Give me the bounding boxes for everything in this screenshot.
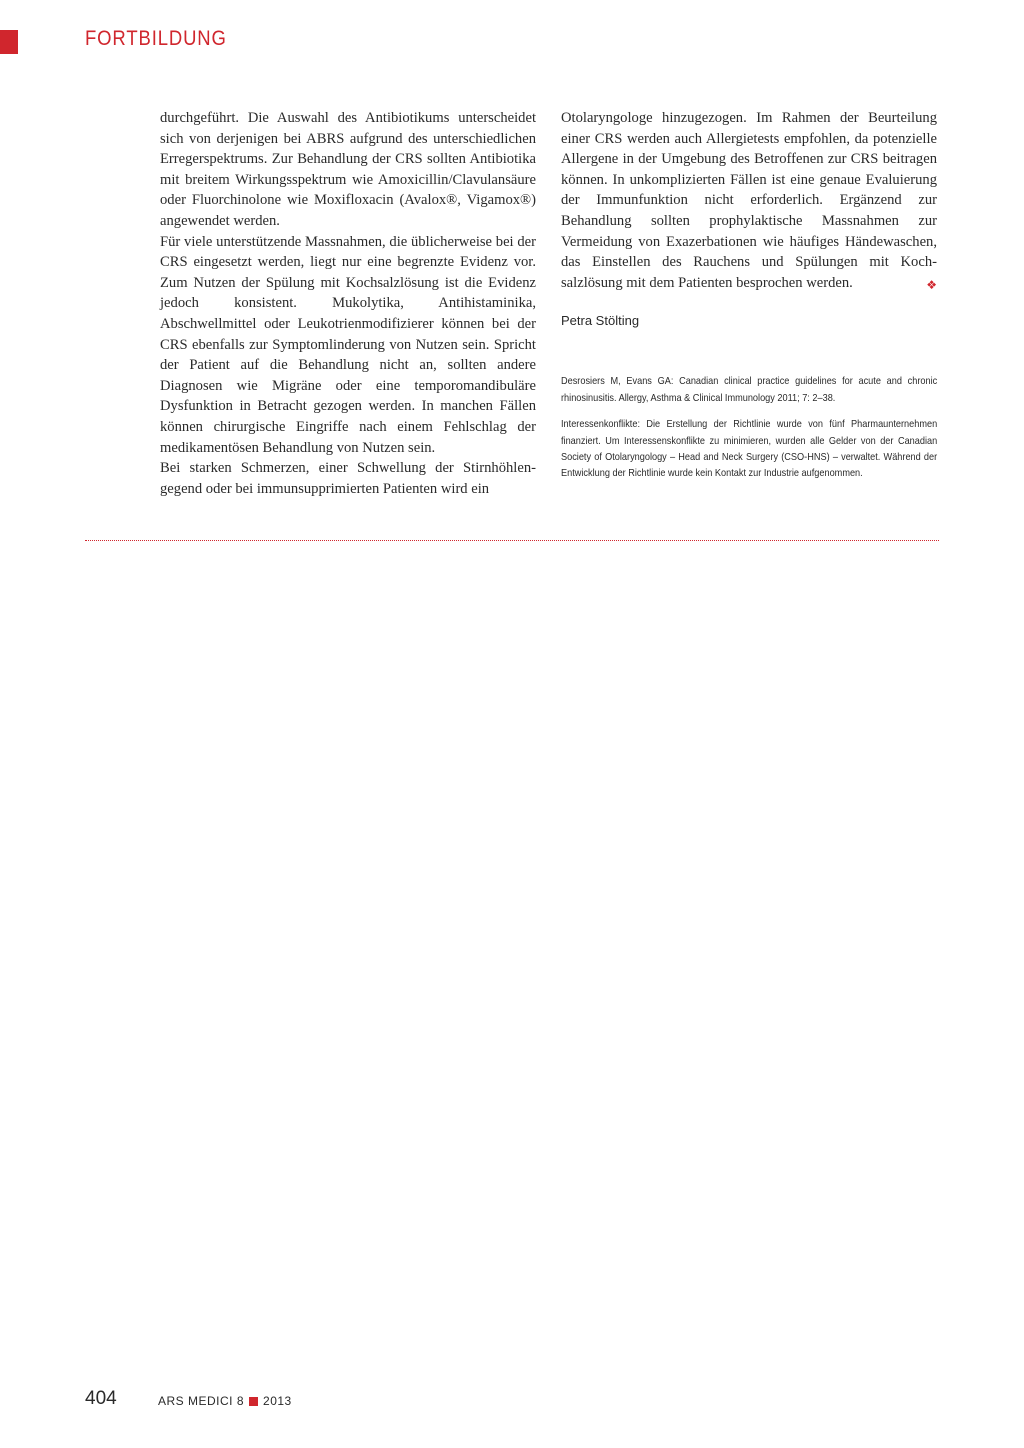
page-number: 404 (85, 1388, 117, 1409)
right-column (561, 108, 937, 483)
author-name: Petra Stölting (561, 313, 640, 329)
body-paragraph: Bei starken Schmerzen, einer Schwellung der Stirnhöhlengegend oder bei immunsupprimierten Patienten wird ein (160, 460, 536, 497)
section-title: FORTBILDUNG (85, 27, 227, 50)
end-of-article-icon: ❖ (926, 277, 937, 292)
body-paragraph: durchgeführt. Die Auswahl des Antibiotikums unterscheidet sich von derjenigen bei ABRS aufgrund des unterschiedlichen Erregerspektrums. Zur Behandlung der CRS sollten Antibiotika mit breitem Wirkungsspektrum wie Amoxicillin/​Clavulansäure oder Fluorchinolone wie Moxifloxacin (Avalox®, Vigamox®) angewendet werden. (160, 110, 536, 229)
journal-footer (158, 1394, 292, 1408)
body-paragraph: Für viele unterstützende Massnahmen, die üblicherweise bei der CRS eingesetzt werden, liegt nur eine begrenzte Evidenz vor. Zum Nutzen der Spülung mit Kochsalzlösung ist die Evidenz jedoch konsistent. Mukolytika, Antihistaminika, Abschwellmittel oder Leukotrienmodifizierer können bei der CRS ebenfalls zur Symptomlinderung von Nutzen sein. Spricht der Patient auf die Behandlung nicht an, sollten andere Diagnosen wie Migräne oder eine temporomandibuläre Dysfunktion in Betracht gezogen werden. In manchen Fällen können chirurgische Eingriffe nach einem Fehlschlag der medikamentösen Behandlung von Nutzen sein. (160, 233, 536, 456)
journal-year: 2013 (263, 1394, 292, 1408)
footer-square-icon (249, 1397, 258, 1406)
conflicts-of-interest: Interessenkonflikte: Die Erstellung der Richtlinie wurde von fünf Pharmaunternehmen finanziert. Um Interessenskonflikte zu minimieren, wurden alle Gelder von der Canadian Society of Otolaryngology – Head and Neck Surgery (CSO-HNS) – verwaltet. Während der Entwicklung der Richtlinie wurde kein Kontakt zur Industrie aufgenommen. (561, 419, 938, 480)
dotted-divider (85, 540, 939, 541)
body-paragraph-text: Otolaryngologe hinzugezogen. Im Rahmen der Beurteilung einer CRS werden auch Allergietests empfohlen, da potenzielle Allergene in der Umgebung des Betroffenen zur CRS beitragen können. In unkomplizierten Fällen ist eine genaue Evaluierung der Immunfunktion nicht erforderlich. Ergänzend zur Behandlung sollten prophylaktische Massnahmen zur Vermeidung von Exazerbationen wie häufiges Händewaschen, das Einstellen des Rauchens und Spülungen mit Kochsalzlösung mit dem Patienten besprochen werden. (561, 110, 937, 291)
body-paragraph (561, 108, 937, 293)
journal-name: ARS MEDICI 8 (158, 1394, 245, 1408)
section-marker (0, 30, 18, 54)
reference: Desrosiers M, Evans GA: Canadian clinical practice guidelines for acute and chronic rhinosinusitis. Allergy, Asthma & Clinical Immunology 2011; 7: 2–38. (561, 376, 938, 404)
left-column (160, 108, 536, 499)
